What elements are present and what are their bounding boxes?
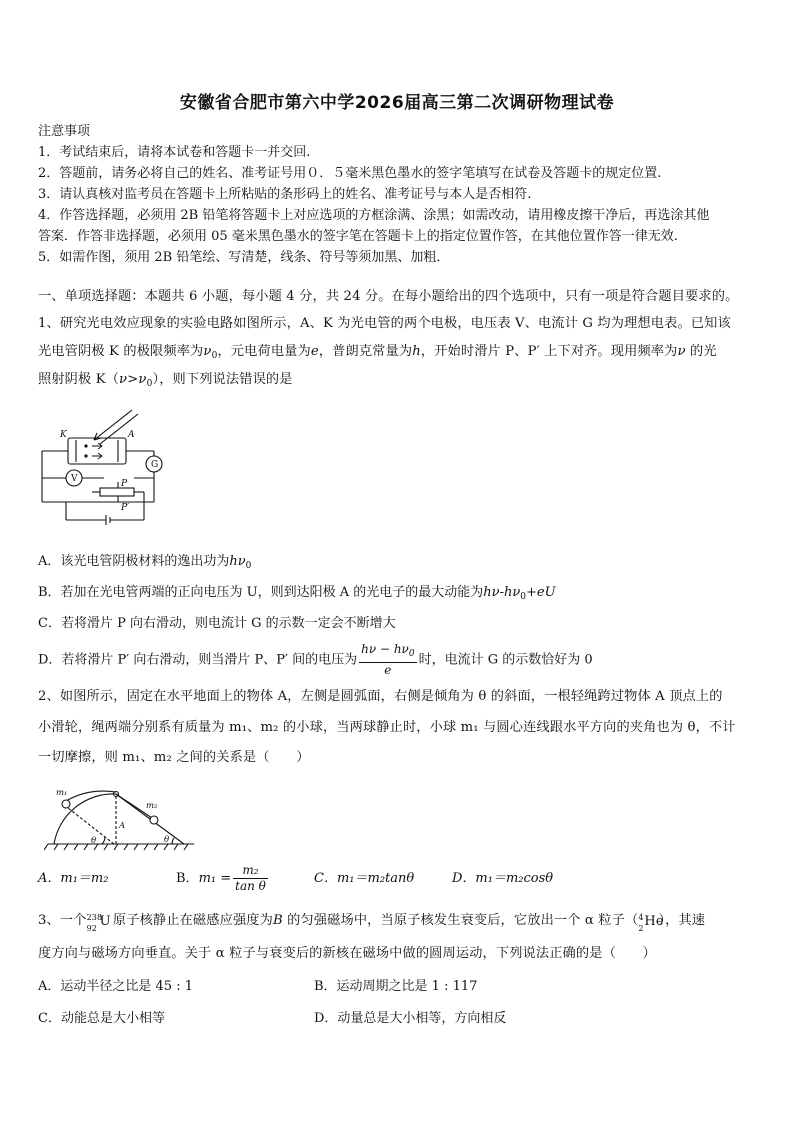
q2-line-1: 2、如图所示，固定在水平地面上的物体 A，左侧是圆弧面，右侧是倾角为 θ 的斜面，一根轻绳跨过物体 A 顶点上的 — [38, 689, 723, 704]
q3-line-1: 3、一个 238 92 U 原子核静止在磁感应强度为B 的匀强磁场中，当原子核发生衰变后，它放出一个 α 粒子（ 4 2 He ），其速 — [38, 910, 758, 932]
label-K: K — [60, 430, 67, 440]
fraction: $\frac{h\nu - h\nu_0}{e}$ — [361, 642, 415, 677]
q1-line-3: 照射阴极 $K(\nu>\nu_0)$，则下列说法错误的是 — [38, 372, 293, 389]
label-theta-left: θ — [91, 836, 97, 846]
notice-heading: 注意事项 — [38, 124, 91, 139]
fraction: $\frac{\text{m₂}}{\text{tan θ}}$ — [235, 863, 266, 893]
notice-item-4-cont: 答案．作答非选择题，必须用 05 毫米黑色墨水的签字笔在答题卡上的指定位置作答，在其他位置作答一律无效. — [38, 229, 678, 244]
q1-option-c[interactable]: C．若将滑片 P 向右滑动，则电流计 G 的示数一定会不断增大 — [38, 616, 396, 631]
q3-line-2: 度方向与磁场方向垂直。关于 α 粒子与衰变后的新核在磁场中做的圆周运动，下列说法正确的是（ ） — [38, 946, 656, 961]
label-P-prime: P′ — [121, 503, 130, 513]
q1-line-2: 光电管阴极 K 的极限频率为$\nu_0$，元电荷电量为e，普朗克常量为h，开始时滑片 P、P′ 上下对齐。现用频率为ν 的光 — [38, 344, 717, 361]
uranium-isotope: 238 92 U — [86, 913, 111, 933]
helium-isotope: 4 2 He — [638, 913, 664, 933]
label-m1: m₁ — [56, 788, 68, 798]
label-G: G — [151, 460, 159, 470]
page-title: 安徽省合肥市第六中学2026届高三第二次调研物理试卷 — [179, 93, 615, 113]
q3-option-b[interactable]: B．运动周期之比是 1 : 117 — [314, 979, 478, 994]
photoelectric-circuit-diagram — [36, 402, 176, 530]
notice-item-1: 1．考试结束后，请将本试卷和答题卡一并交回. — [38, 145, 311, 160]
q1-option-d[interactable]: D．若将滑片 P′ 向右滑动，则当滑片 P、P′ 间的电压为 $\frac{h\nu - h\nu_0}{e}$ 时，电流计 G 的示数恰好为 0 — [38, 642, 593, 677]
label-A: A — [128, 430, 135, 440]
label-theta-right: θ — [164, 835, 170, 845]
q1-line-1: 1、研究光电效应现象的实验电路如图所示，A、K 为光电管的两个电极，电压表 V、电流计 G 均为理想电表。已知该 — [38, 316, 731, 331]
q3-option-d[interactable]: D．动量总是大小相等，方向相反 — [314, 1011, 507, 1026]
q1-option-b[interactable]: B．若加在光电管两端的正向电压为 U，则到达阳极 A 的光电子的最大动能为$h\nu-h\nu_0+eU$ — [38, 585, 556, 602]
section-heading: 一、单项选择题：本题共 6 小题，每小题 4 分，共 24 分。在每小题给出的四个选项中，只有一项是符合题目要求的。 — [38, 289, 739, 304]
q3-option-c[interactable]: C．动能总是大小相等 — [38, 1011, 165, 1026]
label-V: V — [71, 474, 78, 484]
label-m2: m₂ — [146, 801, 158, 811]
q2-option-b[interactable]: B．m₁ = $\frac{\text{m₂}}{\text{tan θ}}$ — [176, 863, 266, 893]
q2-line-2: 小滑轮，绳两端分别系有质量为 m₁、m₂ 的小球，当两球静止时，小球 m₁ 与圆心连线跟水平方向的夹角也为 θ，不计 — [38, 720, 736, 735]
label-P: P — [121, 479, 128, 489]
q3-option-a[interactable]: A．运动半径之比是 45 : 1 — [38, 979, 193, 994]
q2-option-d[interactable]: D．m₁＝m₂cosθ — [452, 871, 554, 886]
q2-line-3: 一切摩擦，则 m₁、m₂ 之间的关系是（ ） — [38, 750, 310, 765]
notice-item-4: 4．作答选择题，必须用 2B 铅笔将答题卡上对应选项的方框涂满、涂黑；如需改动，请用橡皮擦干净后，再选涂其他 — [38, 208, 710, 223]
notice-item-5: 5．如需作图，须用 2B 铅笔绘、写清楚，线条、符号等须加黑、加粗． — [38, 250, 450, 265]
notice-item-3: 3．请认真核对监考员在答题卡上所粘贴的条形码上的姓名、准考证号与本人是否相符. — [38, 187, 532, 202]
q1-option-a[interactable]: A．该光电管阴极材料的逸出功为$h\nu_0$ — [38, 554, 252, 571]
q2-option-c[interactable]: C．m₁＝m₂tanθ — [314, 871, 415, 886]
label-A: A — [119, 821, 126, 831]
q2-option-a[interactable]: A．m₁＝m₂ — [38, 871, 109, 886]
notice-item-2: 2．答题前，请务必将自己的姓名、准考证号用０．５毫米黑色墨水的签字笔填写在试卷及答题卡的规定位置. — [38, 166, 662, 181]
arc-incline-diagram — [44, 786, 200, 854]
